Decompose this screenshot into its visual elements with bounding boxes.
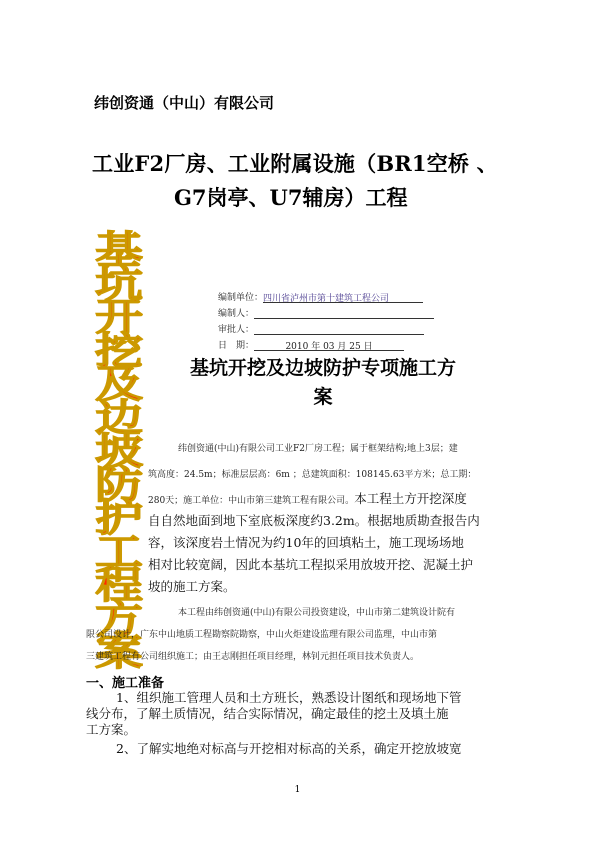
meta-author-label: 编制人：	[218, 309, 255, 319]
meta-unit-label: 编制单位：	[218, 293, 264, 303]
intro-line2: 筑高度：24.5m；标准层层高：6m ；总建筑面积：108145.63平方米；总工期：	[148, 470, 477, 480]
doc-title-line2: 案	[313, 386, 333, 408]
page-number: 1	[294, 785, 301, 795]
meta-author-row	[218, 306, 434, 319]
project-title-line1: 工业F2厂房、工业附属设施（BR1空桥 、	[92, 151, 498, 176]
vertical-title-char: 护	[95, 496, 143, 540]
item1-line3: 工方案。	[86, 722, 137, 737]
meta-date-value: 2010 年 03 月 25 日	[254, 339, 404, 351]
item2-line1: 2、了解实地绝对标高与开挖相对标高的关系，确定开挖放坡宽	[116, 741, 462, 756]
vertical-title-char: 方	[95, 596, 143, 641]
doc-title-line1: 基坑开挖及边坡防护专项施工方	[189, 357, 456, 379]
para2-line2: 限公司设计，广东中山地质工程勘察院勘察，中山火炬建设监理有限公司监理，中山市第	[86, 630, 438, 640]
meta-approver-blank	[254, 323, 424, 335]
intro-line4: 自自然地面到地下室底板深度约3.2m。根据地质勘查报告内	[148, 513, 480, 528]
intro-line1: 纬创资通(中山)有限公司工业F2厂房工程；属于框架结构;地上3层；建	[178, 444, 458, 454]
vertical-title-char: 工	[95, 529, 143, 574]
intro-line5: 容，该深度岩土情况为约10年的回填粘土，施工现场场地	[148, 535, 464, 550]
meta-unit-value: 四川省泸州市第十建筑工程公司	[263, 291, 423, 303]
vertical-title-char: 防	[95, 462, 143, 507]
vertical-title-char: 边	[95, 395, 143, 440]
item1-line1: 1、组织施工管理人员和土方班长，熟悉设计图纸和现场地下管	[116, 690, 462, 705]
vertical-title-char: 开	[95, 295, 143, 339]
vertical-title-char: 程	[95, 563, 143, 607]
doc-title	[168, 354, 478, 412]
para2-line3: 三建筑工程有公司组织施工；由王志刚担任项目经理，林钊元担任项目技术负责人。	[86, 652, 420, 662]
vertical-title-char: 挖	[95, 328, 143, 373]
vertical-title-char: 及	[95, 362, 143, 406]
vertical-title-char: 基	[95, 228, 143, 272]
meta-date-row	[218, 338, 404, 351]
intro-line3-big: 本工程土方开挖深度	[354, 491, 467, 506]
company-name: 纬创资通（中山）有限公司	[94, 94, 275, 112]
meta-author-blank	[254, 307, 434, 319]
vertical-title-art	[86, 228, 152, 674]
intro-line3-small: 280天；施工单位：中山市第三建筑工程有限公司。	[148, 496, 355, 506]
intro-line3	[148, 488, 467, 511]
meta-date-label: 日 期：	[218, 341, 255, 351]
section-heading: 一、施工准备	[86, 676, 165, 691]
meta-unit-row	[218, 290, 423, 303]
vertical-title-char: 坡	[95, 429, 143, 473]
meta-approver-label: 审批人：	[218, 325, 255, 335]
project-title-line2: G7岗亭、U7辅房）工程	[174, 185, 408, 210]
vertical-title-char: 坑	[95, 261, 143, 306]
intro-line7: 坡的施工方案。	[148, 579, 236, 594]
para2-line1: 本工程由纬创资通(中山)有限公司投资建设，中山市第二建筑设计院有	[178, 608, 456, 618]
item1-line2: 线分布，了解土质情况，结合实际情况，确定最佳的挖土及填土施	[86, 706, 449, 721]
vertical-title-char: 案	[95, 630, 143, 674]
intro-line6: 相对比较宽阔，因此本基坑工程拟采用放坡开挖、泥凝土护	[148, 557, 474, 572]
meta-approver-row	[218, 322, 424, 335]
